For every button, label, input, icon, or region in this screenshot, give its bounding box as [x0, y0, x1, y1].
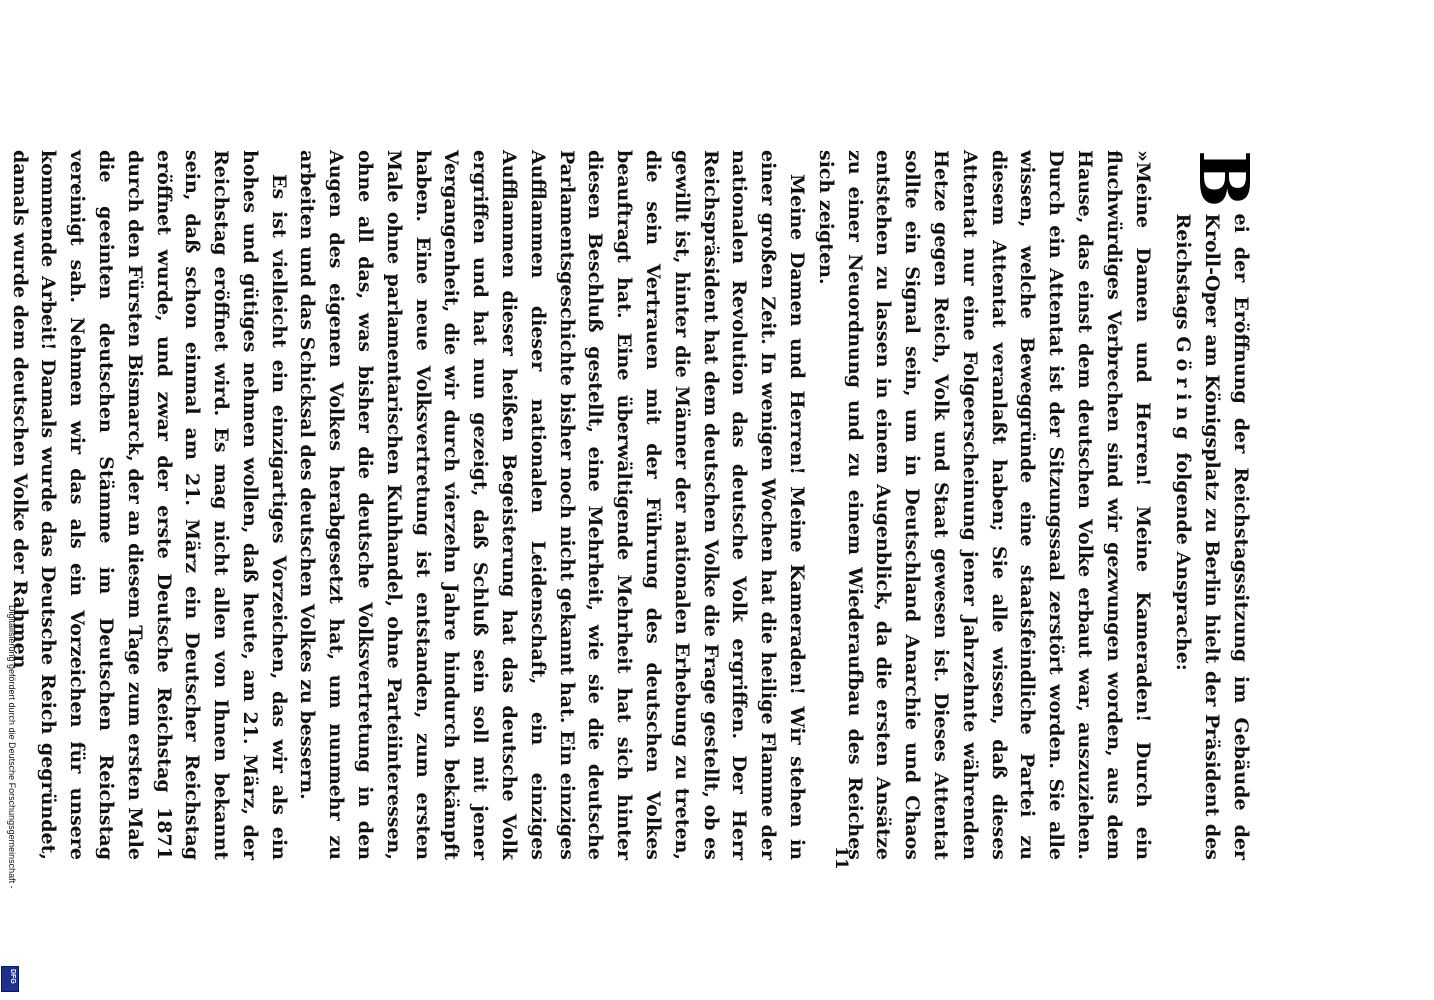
funding-note: Digitalisierung gefördert durch die Deutsche Forschungsgemeinschaft -: [7, 605, 17, 889]
footer-bar: [0, 0, 20, 1000]
body-paragraph-3: Es ist vielleicht ein einzigartiges Vorzeichen, das wir als ein hohes und gütiges nehmen wollen, daß heute, am 21. März, der Reichstag eröffnet wird. Es mag nicht allen von Ihnen bekannt sein, daß schon einmal am 21. März ein Deutscher Reichstag eröffnet wurde, und zwar der erste Deutsche Reichstag 1871 durch den Fürsten Bismarck, der an diesem Tage zum ersten Male die geeinten deutschen Stämme im Deutschen Reichstag vereinigt sah. Nehmen wir das als ein Vorzeichen für unsere kommende Arbeit! Damals wurde das Deutsche Reich gegründet, damals wurde dem deutschen Volke der Rahmen: [8, 150, 290, 860]
intro-text: ei der Eröffnung der Reichstagssitzung im Gebäude der Kroll-Oper am Königsplatz zu Berlin hielt der Präsident des Reichstags: [1172, 213, 1252, 860]
drop-cap: B: [1183, 150, 1263, 208]
dfg-logo-icon: [1, 966, 19, 992]
intro-end: folgende Ansprache:: [1172, 452, 1195, 671]
body-paragraph-2: Meine Damen und Herren! Meine Kameraden! Wir stehen in einer großen Zeit. In wenigen Wochen hat die heilige Flamme der nationalen Revolution das deutsche Volk ergriffen. Der Herr Reichspräsident hat dem deutschen Volke die Frage gestellt, ob es gewillt ist, hinter die Männer der nationalen Erhebung zu treten, die sein Vertrauen mit der Führung des deutschen Volkes beauftragt hat. Eine überwältigende Mehrheit hat sich hinter diesen Beschluß gestellt, eine Mehrheit, wie sie die deutsche Parlamentsgeschichte bisher noch nicht gekannt hat. Ein einziges Aufflammen dieser nationalen Leidenschaft, ein einziges Aufflammen dieser heißen Begeisterung hat das deutsche Volk ergriffen und hat nun gezeigt, daß Schluß sein soll mit jener Vergangenheit, die wir durch vierzehn Jahre hindurch bekämpft haben. Eine neue Volksvertretung ist entstanden, zum ersten Male ohne parlamentarischen Kuhhandel, ohne Parteiinteressen, ohne all das, was bisher die deutsche Volksvertretung in den Augen des eigenen Volkes herabgesetzt hat, um nunmehr zu arbeiten und das Schicksal des deutschen Volkes zu bessern.: [296, 150, 809, 860]
page-number: 11: [831, 846, 851, 870]
dfg-logo-text: DFG: [9, 969, 16, 984]
intro-paragraph: [1169, 150, 1263, 860]
speaker-name: Göring: [1172, 336, 1195, 446]
body-paragraph-1: »Meine Damen und Herren! Meine Kameraden! Durch ein fluchwürdiges Verbrechen sind wir gezwungen worden, aus dem Hause, das einst dem deutschen Volke erbaut war, auszuziehen. Durch ein Attentat ist der Sitzungssaal zerstört worden. Sie alle wissen, welche Beweggründe eine staatsfeindliche Partei zu diesem Attentat veranlaßt haben; Sie alle wissen, daß dieses Attentat nur eine Folgeerscheinung jener Jahrzehnte währenden Hetze gegen Reich, Volk und Staat gewesen ist. Dieses Attentat sollte ein Signal sein, um in Deutschland Anarchie und Chaos entstehen zu lassen in einem Augenblick, da die ersten Ansätze zu einer Neuordnung und zu einem Wiederaufbau des Reiches sich zeigten.: [814, 150, 1154, 860]
